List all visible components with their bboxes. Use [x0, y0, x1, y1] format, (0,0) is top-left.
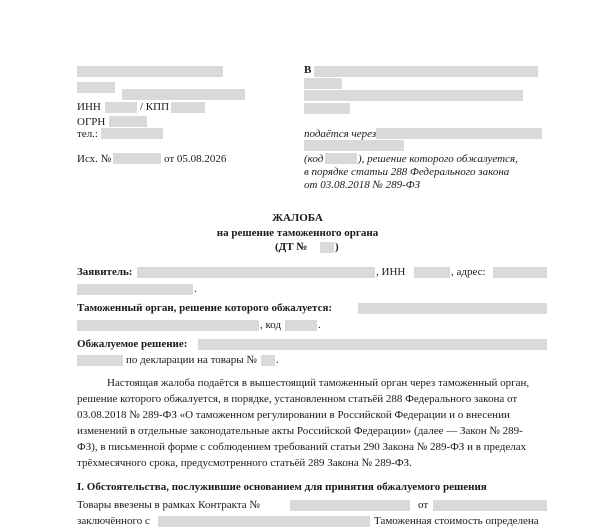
redacted-contract-date: [433, 500, 547, 511]
ref-number-prefix: Исх. №: [77, 153, 112, 165]
declaration-number-prefix: (ДТ №: [275, 241, 308, 253]
redacted-submitted-via: [376, 128, 542, 139]
kpp-label: / КПП: [140, 101, 170, 113]
redacted-appealed-decision-line2: [77, 355, 123, 366]
redacted-phone: [101, 128, 163, 139]
section-1-line1-b: от: [418, 499, 429, 511]
redacted-contract-number: [290, 500, 410, 511]
redacted-applicant-address: [493, 267, 547, 278]
redacted-ogrn: [109, 116, 147, 127]
declaration-number-suffix: ): [335, 241, 339, 253]
redacted-customs-code: [325, 153, 357, 164]
code-rest: ), решение которого обжалуется,: [358, 153, 518, 165]
redacted-company-name-line2: [77, 82, 115, 93]
complaint-subtitle: на решение таможенного органа: [216, 227, 379, 239]
redacted-ref-number: [113, 153, 161, 164]
applicant-label: Заявитель:: [77, 266, 133, 278]
applicant-address-label: , адрес:: [451, 266, 486, 278]
right-header-line2: в порядке статьи 288 Федерального закона: [304, 166, 510, 178]
customs-end: .: [318, 319, 321, 331]
complaint-title: ЖАЛОБА: [272, 212, 323, 224]
redacted-recipient-line2: [304, 78, 342, 89]
customs-code-label: , код: [260, 319, 282, 331]
tel-label: тел.:: [77, 128, 98, 140]
intro-paragraph-line1: Настоящая жалоба подаётся в вышестоящий таможенный орган через таможенный орган,: [107, 377, 530, 389]
redacted-recipient-line3: [304, 90, 523, 101]
redacted-goods-declaration: [261, 355, 275, 366]
ogrn-label: ОГРН: [77, 116, 106, 128]
section-1-heading: I. Обстоятельства, послужившие основанием для принятия обжалуемого решения: [77, 481, 487, 493]
section-1-line2-b: Таможенная стоимость определена: [374, 515, 539, 527]
right-header-line3: от 03.08.2018 № 289-ФЗ: [304, 179, 421, 191]
customs-body-label: Таможенный орган, решение которого обжалуется:: [77, 302, 333, 314]
redacted-appealed-decision: [198, 339, 547, 350]
redacted-recipient-line4: [304, 103, 350, 114]
applicant-inn-label: , ИНН: [376, 266, 406, 278]
intro-paragraph-line4: изменений в отдельные законодательные акты Российской Федерации» (далее — Закон № 289-: [77, 425, 523, 437]
applicant-end: .: [194, 283, 197, 295]
appealed-end: .: [276, 354, 279, 366]
ref-date: от 05.08.2026: [164, 153, 227, 165]
redacted-applicant-inn: [414, 267, 450, 278]
redacted-kpp: [171, 102, 205, 113]
appealed-decision-label: Обжалуемое решение:: [77, 338, 188, 350]
intro-paragraph-line5: ФЗ), в письменной форме с соблюдением требований статьи 290 Закона № 289-ФЗ и в пределах: [77, 441, 527, 453]
redacted-applicant-name: [137, 267, 375, 278]
intro-paragraph-line6: трёхмесячного срока, предусмотренного статьёй 289 Закона № 289-ФЗ.: [77, 457, 412, 469]
redacted-customs-body-code: [285, 320, 317, 331]
redacted-submitted-via-line2: [304, 140, 404, 151]
inn-label: ИНН: [77, 101, 101, 113]
redacted-declaration-number: [320, 242, 334, 253]
redacted-customs-body-line2: [77, 320, 259, 331]
redacted-address: [122, 89, 245, 100]
intro-paragraph-line2: решение которого обжалуется, в порядке, установленном статьёй 288 Федерального закона от: [77, 393, 518, 405]
appealed-decision-text: по декларации на товары №: [126, 354, 257, 366]
recipient-label: В: [304, 64, 312, 76]
code-open: (код: [304, 153, 324, 165]
section-1-line2-a: заключённого с: [77, 515, 150, 527]
redacted-recipient: [314, 66, 538, 77]
submitted-via-label: подаётся через: [304, 128, 377, 140]
intro-paragraph-line3: 03.08.2018 № 289-ФЗ «О таможенном регулировании в Российской Федерации и о внесении: [77, 409, 510, 421]
redacted-company-name: [77, 66, 223, 77]
redacted-customs-body: [358, 303, 547, 314]
redacted-inn: [105, 102, 137, 113]
section-1-line1-a: Товары ввезены в рамках Контракта №: [77, 499, 260, 511]
redacted-applicant-address-line2: [77, 284, 193, 295]
